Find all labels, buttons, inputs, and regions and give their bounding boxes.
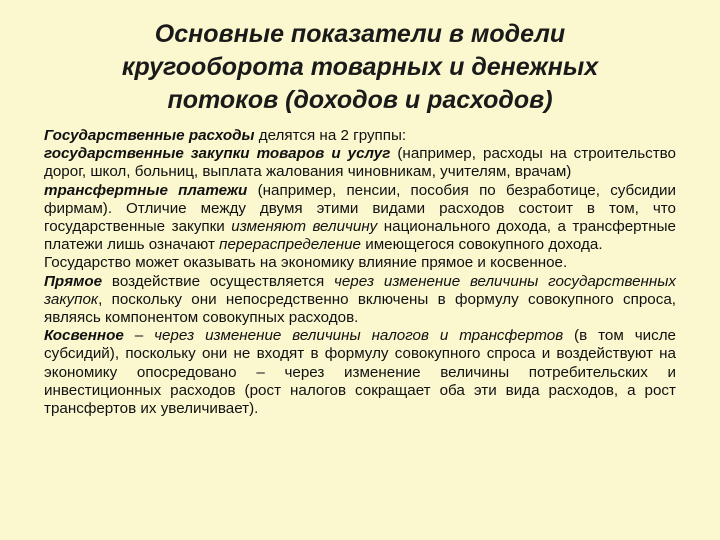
emphasis-taxes-change: через изменение величины налогов и трансфертов <box>154 327 564 345</box>
paragraph-government-purchases <box>44 145 676 181</box>
paragraph-government-spending <box>44 127 676 145</box>
text-span: Государство может оказывать на экономику влияние прямое и косвенное. <box>44 254 568 272</box>
text-span: делятся на 2 группы: <box>254 127 407 144</box>
text-span: (в том числе субсидий), поскольку они не входят в формулу совокупного спроса и воздействуют на экономику опосредовано – через изменение величины потребительских и инвестиционных расходов (рост налогов сокращает оба эти вида расходов, а рост трансфертов их увеличивает). <box>44 327 676 418</box>
term-indirect: Косвенное <box>44 327 124 345</box>
paragraph-indirect <box>44 327 676 418</box>
term-direct: Прямое <box>44 272 103 290</box>
emphasis-change-value: изменяют величину <box>231 218 378 236</box>
term-transfer-payments: трансфертные платежи <box>44 181 248 199</box>
slide-body <box>44 127 676 418</box>
text-span: – <box>123 327 155 345</box>
text-span: национального дохода, а трансфертные платежи лишь означают <box>44 218 676 254</box>
paragraph-transfer-payments <box>44 182 676 255</box>
paragraph-influence <box>44 254 676 272</box>
text-span: воздействие осуществляется <box>102 272 334 290</box>
title-line-1: Основные показатели в модели <box>154 20 566 48</box>
emphasis-purchases-change: через изменение величины государственных закупок <box>44 272 676 308</box>
text-span: имеющегося совокупного дохода. <box>361 236 603 254</box>
text-span: (например, пенсии, пособия по безработице, субсидии фирмам). Отличие между двумя этими видами расходов состоит в том, что государственные закупки <box>44 181 676 236</box>
title-line-2: кругооборота товарных и денежных <box>121 53 599 81</box>
text-span: (например, расходы на строительство дорог, школ, больниц, выплата жалования чиновникам, учителям, врачам) <box>44 145 676 181</box>
slide-title <box>60 18 660 117</box>
emphasis-redistribution: перераспределение <box>219 236 361 254</box>
text-span: , поскольку они непосредственно включены в формулу совокупного спроса, являясь компонентом совокупных расходов. <box>44 290 676 327</box>
title-line-3: потоков (доходов и расходов) <box>167 86 553 114</box>
term-government-spending: Государственные расходы <box>44 127 255 144</box>
term-government-purchases: государственные закупки товаров и услуг <box>44 145 391 163</box>
paragraph-direct <box>44 273 676 328</box>
